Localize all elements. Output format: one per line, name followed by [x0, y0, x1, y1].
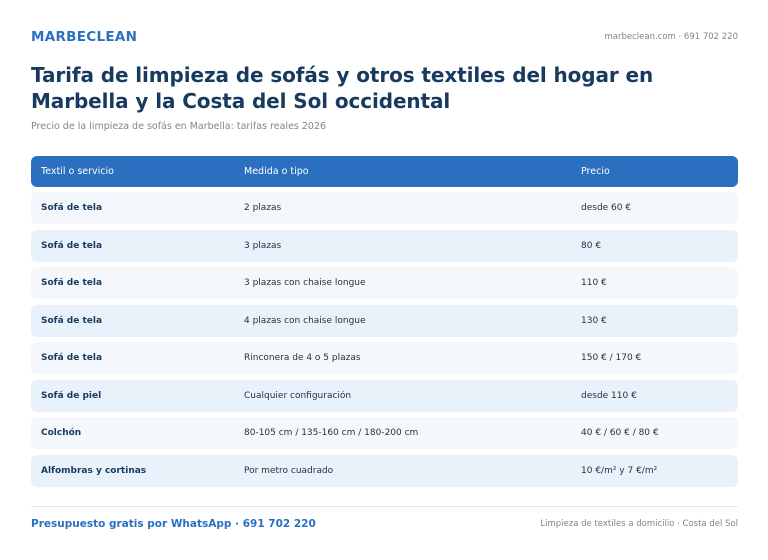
cell-service: Sofá de tela [41, 203, 103, 213]
table-row [31, 192, 738, 224]
table-row [31, 455, 738, 487]
column-header-price: Precio [581, 166, 610, 177]
cell-service: Colchón [41, 428, 82, 438]
table-row [31, 230, 738, 262]
cell-service: Sofá de piel [41, 390, 102, 401]
table-header [31, 156, 738, 187]
header [31, 29, 738, 47]
whatsapp-cta[interactable]: Presupuesto gratis por WhatsApp · 691 702 220 [31, 518, 316, 530]
table-row [31, 417, 738, 449]
column-header-size: Medida o tipo [244, 166, 309, 177]
cell-price: 130 € [581, 315, 607, 326]
cell-size: 3 plazas con chaise longue [244, 278, 366, 288]
cell-size: Cualquier configuración [244, 390, 352, 401]
table-row [31, 380, 738, 412]
cell-price: 110 € [581, 278, 607, 288]
cell-price: 150 € / 170 € [581, 353, 642, 363]
table-body [31, 192, 738, 487]
table-row [31, 267, 738, 299]
cell-size: Por metro cuadrado [244, 465, 334, 476]
cell-size: 2 plazas [244, 203, 282, 213]
cell-service: Alfombras y cortinas [41, 465, 147, 476]
cell-service: Sofá de tela [41, 240, 103, 251]
footer-tagline: Limpieza de textiles a domicilio · Costa del Sol [540, 519, 738, 529]
page-title: Tarifa de limpieza de sofás y otros textiles del hogar en Marbella y la Costa del Sol occidental [31, 63, 654, 113]
header-contact[interactable]: marbeclean.com · 691 702 220 [604, 32, 738, 42]
cell-price: 10 €/m² y 7 €/m² [581, 465, 658, 476]
cell-service: Sofá de tela [41, 278, 103, 288]
brand-logo[interactable]: MARBECLEAN [31, 29, 138, 45]
cell-size: 4 plazas con chaise longue [244, 315, 366, 326]
cell-service: Sofá de tela [41, 353, 103, 363]
cell-size: 80-105 cm / 135-160 cm / 180-200 cm [244, 428, 419, 438]
column-header-service: Textil o servicio [41, 166, 114, 177]
cell-price: 40 € / 60 € / 80 € [581, 428, 659, 438]
cell-service: Sofá de tela [41, 315, 103, 326]
footer-divider [31, 506, 738, 507]
cell-size: 3 plazas [244, 240, 282, 251]
table-row [31, 305, 738, 337]
price-table [31, 156, 738, 487]
cell-price: desde 60 € [581, 203, 632, 213]
cell-price: 80 € [581, 240, 602, 251]
page-subtitle: Precio de la limpieza de sofás en Marbella: tarifas reales 2026 [31, 121, 327, 132]
cell-size: Rinconera de 4 o 5 plazas [244, 353, 361, 363]
cell-price: desde 110 € [581, 390, 637, 401]
table-row [31, 342, 738, 374]
